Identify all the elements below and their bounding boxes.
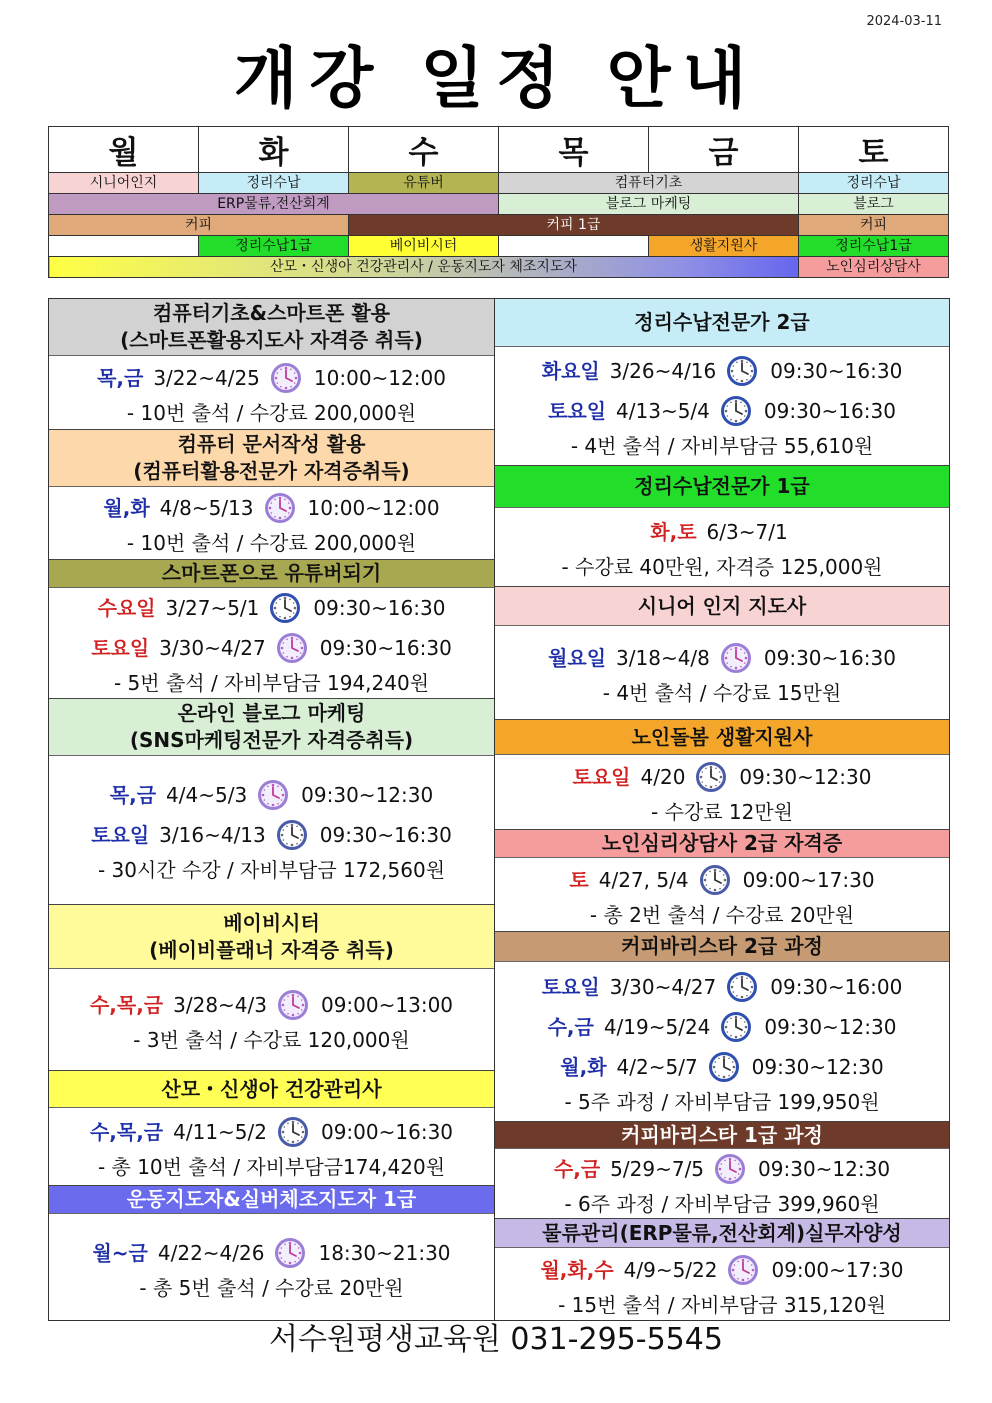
session-days: 화,토 (650, 520, 697, 544)
session-line (569, 860, 874, 900)
session-days: 토요일 (91, 636, 150, 660)
course-fee-note: - 6주 과정 / 자비부담금 399,960원 (564, 1191, 880, 1216)
schedule-cell: 블로그 마케팅 (499, 194, 799, 215)
course-card (49, 905, 494, 1071)
session-days: 목,금 (109, 783, 157, 807)
course-fee-note: - 총 2번 출석 / 수강료 20만원 (589, 902, 855, 927)
course-title (495, 932, 949, 962)
course-title (49, 560, 494, 588)
day-header: 목 (499, 127, 649, 173)
course-title-line: 정리수납전문가 2급 (634, 310, 810, 334)
course-fee-note: - 총 5번 출석 / 수강료 20만원 (139, 1276, 404, 1300)
session-period: 4/19~5/24 (603, 1014, 711, 1039)
session-line (110, 775, 433, 815)
schedule-cell: 생활지원사 (649, 236, 799, 257)
course-fee-note: - 5번 출석 / 자비부담금 194,240원 (113, 671, 430, 695)
session-period: 3/16~4/13 (159, 823, 266, 847)
session-days: 월,화 (560, 1054, 607, 1079)
session-period: 3/28~4/3 (173, 992, 267, 1017)
course-card (495, 299, 949, 466)
day-header-row (49, 127, 949, 173)
schedule-cell: 정리수납1급 (799, 236, 949, 257)
course-card (49, 430, 494, 560)
session-line (540, 1250, 903, 1290)
course-fee-note: - 총 10번 출석 / 자비부담금174,420원 (97, 1154, 446, 1179)
course-fee-note: - 15번 출석 / 자비부담금 315,120원 (558, 1293, 886, 1317)
course-body (49, 356, 494, 429)
course-card (495, 720, 949, 830)
session-time: 09:30~12:30 (739, 765, 872, 789)
session-period: 3/27~5/1 (165, 596, 260, 620)
course-fee-note: - 4번 출석 / 자비부담금 55,610원 (570, 434, 874, 458)
session-line (90, 985, 453, 1025)
footer-contact: 서수원평생교육원 031-295-5545 (269, 1322, 723, 1357)
clock-icon (695, 761, 727, 793)
session-days: 수,목,금 (89, 1119, 164, 1144)
schedule-row (49, 194, 949, 215)
session-time: 09:30~12:30 (758, 1156, 891, 1181)
course-title (495, 720, 949, 755)
course-title-line: (스마트폰활용지도사 자격증 취득) (120, 328, 423, 352)
session-period: 4/20 (640, 765, 686, 789)
session-period: 4/27, 5/4 (598, 867, 689, 892)
session-time: 09:00~17:30 (771, 1258, 904, 1282)
session-line (554, 1149, 890, 1189)
schedule-row (49, 236, 949, 257)
clock-icon (264, 492, 296, 524)
course-title (49, 1186, 494, 1214)
session-time: 09:30~16:30 (319, 636, 452, 660)
session-period: 4/11~5/2 (173, 1119, 267, 1144)
weekly-schedule-table (48, 126, 949, 278)
day-header: 화 (199, 127, 349, 173)
clock-icon (726, 355, 758, 387)
day-header: 월 (49, 127, 199, 173)
session-period: 3/30~4/27 (159, 636, 266, 660)
session-period: 3/22~4/25 (153, 365, 260, 390)
course-title-line: 노인돌봄 생활지원사 (631, 724, 813, 749)
schedule-cell: ERP물류,전산회계 (49, 194, 499, 215)
course-body (49, 756, 494, 904)
schedule-cell (49, 236, 199, 257)
course-card (495, 587, 949, 720)
course-body (49, 487, 494, 559)
course-fee-note: - 3번 출석 / 수강료 120,000원 (133, 1027, 410, 1052)
course-title-line: 노인심리상담사 2급 자격증 (601, 831, 843, 855)
clock-icon (714, 1153, 746, 1185)
session-days: 토 (569, 867, 589, 892)
schedule-row (49, 215, 949, 236)
course-column-left (48, 298, 495, 1321)
course-body (495, 1149, 949, 1218)
session-time: 09:30~16:30 (770, 359, 903, 383)
course-fee-note: - 수강료 12만원 (651, 800, 793, 824)
session-days: 화요일 (541, 359, 600, 383)
session-days: 월,화,수 (540, 1258, 614, 1282)
course-title-line: 운동지도자&실버체조지도자 1급 (126, 1187, 417, 1211)
session-line (548, 638, 896, 678)
schedule-cell: 노인심리상담사 (799, 257, 949, 278)
session-period: 6/3~7/1 (706, 520, 788, 544)
session-line (97, 358, 446, 398)
session-period: 4/22~4/26 (157, 1241, 265, 1265)
day-header: 금 (649, 127, 799, 173)
course-card (49, 1186, 494, 1321)
course-fee-note: - 5주 과정 / 자비부담금 199,950원 (564, 1089, 880, 1114)
schedule-cell: 정리수납 (199, 173, 349, 194)
clock-icon (699, 864, 731, 896)
session-line (91, 815, 452, 855)
page-title: 개강 일정 안내 (233, 39, 759, 117)
course-title-line: 시니어 인지 지도사 (637, 593, 807, 618)
session-line (92, 1233, 450, 1273)
schedule-row (49, 257, 949, 278)
course-title (495, 587, 949, 626)
session-days: 수,금 (553, 1156, 601, 1181)
course-fee-note: - 30시간 수강 / 자비부담금 172,560원 (97, 858, 446, 882)
course-fee-note: - 10번 출석 / 수강료 200,000원 (126, 400, 417, 425)
course-title-line: 산모・신생아 건강관리사 (161, 1076, 382, 1101)
course-card (495, 932, 949, 1122)
course-title-line: 물류관리(ERP물류,전산회계)실무자양성 (542, 1220, 902, 1245)
course-title-line: 커피바리스타 2급 과정 (621, 934, 823, 958)
session-time: 10:00~12:00 (307, 496, 440, 520)
session-days: 월요일 (548, 645, 607, 670)
session-line (548, 391, 896, 431)
course-title-line: 베이비시터 (223, 910, 320, 935)
course-body (495, 1248, 949, 1321)
schedule-cell: 컴퓨터기초 (499, 173, 799, 194)
clock-icon (708, 1051, 740, 1083)
course-fee-note: - 수강료 40만원, 자격증 125,000원 (561, 555, 883, 579)
clock-icon (270, 362, 302, 394)
course-body (49, 1214, 494, 1321)
session-days: 목,금 (97, 365, 144, 390)
schedule-row (49, 173, 949, 194)
course-title-line: (베이비플래너 자격증 취득) (149, 937, 394, 962)
session-time: 09:00~13:00 (320, 992, 454, 1017)
course-title (49, 430, 494, 487)
session-time: 09:30~12:30 (751, 1054, 884, 1079)
course-card (495, 466, 949, 587)
session-period: 3/18~4/8 (616, 645, 710, 670)
course-title (495, 1122, 949, 1149)
schedule-cell: 산모・신생아 건강관리사 / 운동지도자 체조지도자 (49, 257, 799, 278)
course-title (49, 905, 494, 969)
clock-icon (276, 819, 308, 851)
session-period: 4/9~5/22 (623, 1258, 718, 1282)
session-days: 수,금 (547, 1014, 594, 1039)
course-card (49, 699, 494, 905)
course-title-line: 커피바리스타 1급 과정 (621, 1122, 823, 1147)
clock-icon (720, 395, 752, 427)
session-line (90, 1112, 453, 1152)
course-title (49, 299, 494, 356)
clock-icon (277, 1116, 309, 1148)
schedule-cell: 커피 (799, 215, 949, 236)
session-period: 3/26~4/16 (609, 359, 717, 383)
clock-icon (726, 971, 758, 1003)
course-card (49, 1071, 494, 1186)
session-time: 09:30~16:30 (763, 399, 896, 423)
course-body (495, 508, 949, 586)
clock-icon (276, 632, 308, 664)
course-column-right (494, 298, 950, 1321)
course-title-line: (SNS마케팅전문가 자격증취득) (129, 728, 414, 752)
schedule-cell: 정리수납1급 (199, 236, 349, 257)
schedule-cell: 시니어인지 (49, 173, 199, 194)
issue-date: 2024-03-11 (866, 14, 942, 29)
course-card (49, 560, 494, 699)
course-title-line: 컴퓨터기초&스마트폰 활용 (153, 301, 390, 325)
clock-icon (720, 642, 752, 674)
session-days: 토요일 (91, 823, 150, 847)
session-days: 토요일 (572, 765, 631, 789)
course-body (495, 858, 949, 931)
session-time: 09:30~16:30 (313, 596, 446, 620)
session-line (650, 512, 793, 552)
session-days: 월,화 (103, 496, 150, 520)
session-time: 09:30~16:30 (319, 823, 452, 847)
day-header: 수 (349, 127, 499, 173)
session-line (91, 628, 452, 668)
course-fee-note: - 10번 출석 / 수강료 200,000원 (126, 531, 417, 555)
session-period: 4/2~5/7 (616, 1054, 698, 1079)
course-title-line: (컴퓨터활용전문가 자격증취득) (133, 459, 410, 483)
course-title (495, 299, 949, 347)
schedule-cell: 유튜버 (349, 173, 499, 194)
clock-icon (274, 1237, 306, 1269)
schedule-cell: 커피 (49, 215, 349, 236)
session-line (542, 967, 903, 1007)
course-body (495, 962, 949, 1121)
schedule-cell: 베이비시터 (349, 236, 499, 257)
session-time: 10:00~12:00 (313, 365, 446, 390)
session-time: 09:00~16:30 (320, 1119, 454, 1144)
session-line (560, 1047, 883, 1087)
session-time: 09:30~16:00 (770, 974, 903, 999)
schedule-cell: 커피 1급 (349, 215, 799, 236)
schedule-cell: 블로그 (799, 194, 949, 215)
clock-icon (269, 592, 301, 624)
session-time: 09:30~16:30 (763, 645, 896, 670)
session-line (98, 588, 446, 628)
course-title (49, 1071, 494, 1108)
session-time: 09:30~12:30 (301, 783, 434, 807)
day-header: 토 (799, 127, 949, 173)
course-title (49, 699, 494, 756)
session-days: 수,목,금 (89, 992, 164, 1017)
session-days: 토요일 (541, 974, 600, 999)
schedule-cell: 정리수납 (799, 173, 949, 194)
clock-icon (257, 779, 289, 811)
course-body (49, 969, 494, 1070)
course-fee-note: - 4번 출석 / 수강료 15만원 (602, 680, 842, 705)
course-title-line: 스마트폰으로 유튜버되기 (161, 561, 382, 585)
session-time: 09:30~12:30 (764, 1014, 897, 1039)
session-days: 토요일 (548, 399, 607, 423)
course-body (49, 588, 494, 698)
session-days: 수요일 (97, 596, 156, 620)
course-body (495, 626, 949, 719)
session-period: 3/30~4/27 (609, 974, 717, 999)
session-period: 4/13~5/4 (616, 399, 710, 423)
session-line (542, 351, 903, 391)
course-card (495, 830, 949, 932)
session-line (573, 757, 872, 797)
session-time: 09:00~17:30 (742, 867, 875, 892)
course-title-line: 컴퓨터 문서작성 활용 (177, 432, 366, 456)
session-line (548, 1007, 897, 1047)
course-title (495, 830, 949, 858)
course-card (495, 1219, 949, 1321)
course-body (495, 347, 949, 465)
session-period: 4/8~5/13 (159, 496, 254, 520)
clock-icon (720, 1011, 752, 1043)
course-title (495, 1219, 949, 1248)
course-title (495, 466, 949, 508)
course-card (495, 1122, 949, 1219)
session-days: 월~금 (92, 1241, 148, 1265)
course-card (49, 299, 494, 430)
course-title-line: 정리수납전문가 1급 (634, 474, 810, 498)
clock-icon (277, 989, 309, 1021)
schedule-cell (499, 236, 649, 257)
clock-icon (727, 1254, 759, 1286)
session-period: 5/29~7/5 (610, 1156, 705, 1181)
session-period: 4/4~5/3 (166, 783, 248, 807)
course-body (49, 1108, 494, 1185)
session-time: 18:30~21:30 (318, 1241, 451, 1265)
course-title-line: 온라인 블로그 마케팅 (177, 701, 366, 725)
course-body (495, 755, 949, 829)
session-line (103, 488, 439, 528)
